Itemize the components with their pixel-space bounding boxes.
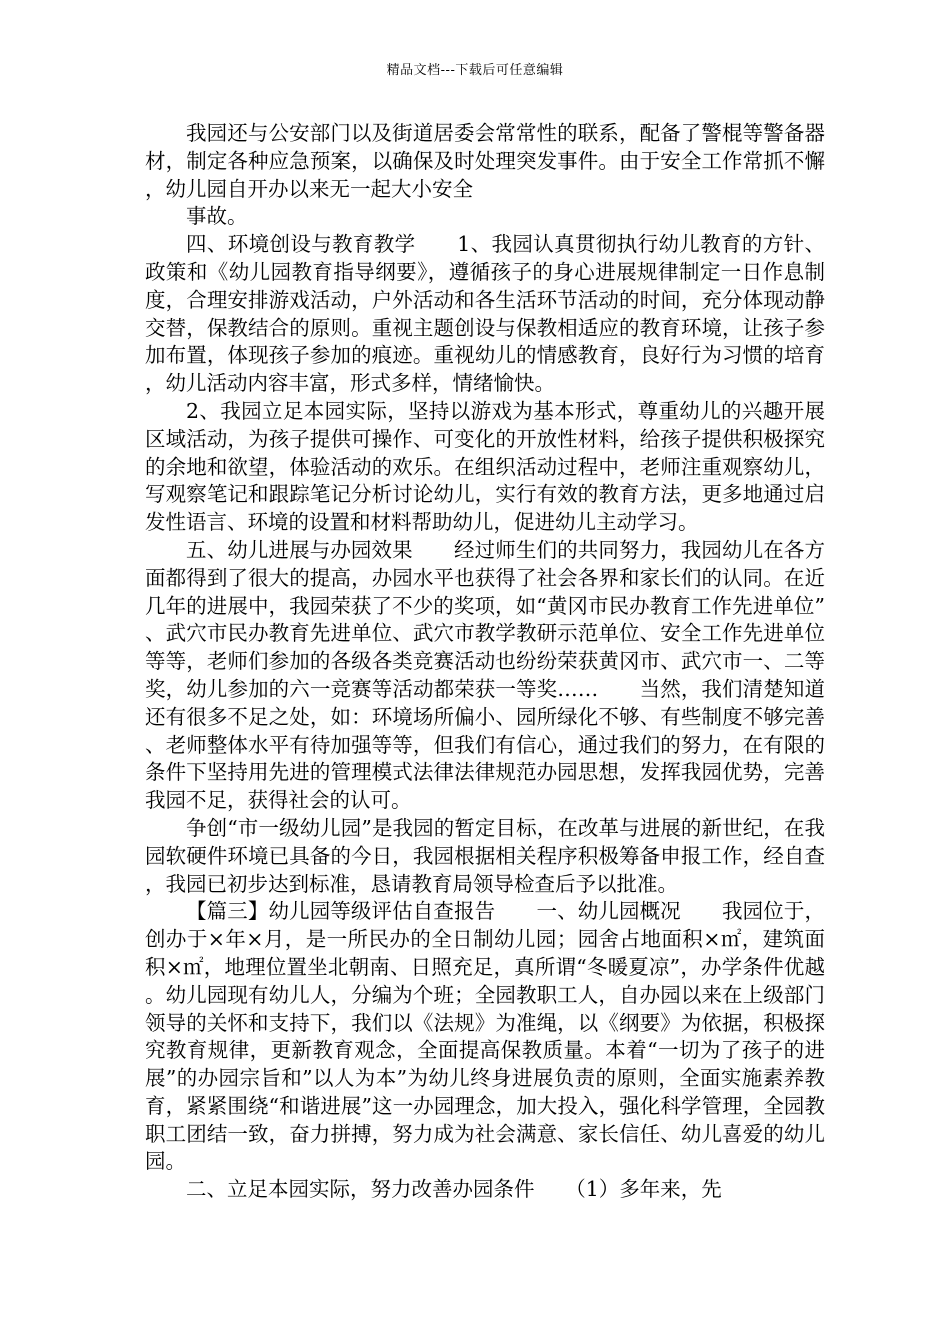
document-body — [145, 120, 825, 1204]
paragraph-development-results: 五、幼儿进展与办园效果 经过师生们的共同努力，我园幼儿在各方面都得到了很大的提高，办园水平也获得了社会各界和家长们的认同。在近几年的进展中，我园荣获了不少的奖项，如“黄冈市民办教育工作先进单位”、武穴市民办教育先进单位、武穴市教学教研示范单位、安全工作先进单位等等，老师们参加的各级各类竞赛活动也纷纷荣获黄冈市、武穴市一、二等奖，幼儿参加的六一竞赛等活动都荣获一等奖…… 当然，我们清楚知道还有很多不足之处，如：环境场所偏小、园所绿化不够、有些制度不够完善、老师整体水平有待加强等等，但我们有信心，通过我们的努力，在有限的条件下坚持用先进的管理模式法律法律规范办园思想，发挥我园优势，完善我园不足，获得社会的认可。 — [145, 537, 825, 813]
paragraph-environment: 四、环境创设与教育教学 1、我园认真贯彻执行幼儿教育的方针、政策和《幼儿园教育指导纲要》，遵循孩子的身心进展规律制定一日作息制度，合理安排游戏活动，户外活动和各生活环节活动的时间，充分体现动静交替，保教结合的原则。重视主题创设与保教相适应的教育环境，让孩子参加布置，体现孩子参加的痕迹。重视幼儿的情感教育，良好行为习惯的培育，幼儿活动内容丰富，形式多样，情绪愉快。 — [145, 232, 825, 396]
paragraph-part-three: 【篇三】幼儿园等级评估自查报告 一、幼儿园概况 我园位于，创办于×年×月，是一所民办的全日制幼儿园；园舍占地面积×㎡，建筑面积×㎡，地理位置坐北朝南、日照充足，真所谓“冬暖夏凉”，办学条件优越。幼儿园现有幼儿人，分编为个班；全园教职工人，自办园以来在上级部门领导的关怀和支持下，我们以《法规》为准绳，以《纲要》为依据，积极探究教育规律，更新教育观念，全面提高保教质量。本着“一切为了孩子的进展”的办园宗旨和”以人为本”为幼儿终身进展负责的原则，全面实施素养教育，紧紧围绕“和谐进展”这一办园理念，加大投入，强化科学管理，全园教职工团结一致，奋力拼搏，努力成为社会满意、家长信任、幼儿喜爱的幼儿园。 — [145, 899, 825, 1174]
paragraph-section-two: 二、立足本园实际，努力改善办园条件 （1）多年来，先 — [186, 1177, 722, 1202]
paragraph-goal: 争创“市一级幼儿园”是我园的暂定目标，在改革与进展的新世纪，在我园软硬件环境已具备的今日，我园根据相关程序积极筹备申报工作，经自查，我园已初步达到标准，恳请教育局领导检查后予以批准。 — [145, 815, 825, 896]
paragraph-safety: 我园还与公安部门以及街道居委会常常性的联系，配备了警棍等警备器材，制定各种应急预案，以确保及时处理突发事件。由于安全工作常抓不懈，幼儿园自开办以来无一起大小安全 — [145, 121, 825, 201]
paragraph-play-activities: 2、我园立足本园实际，坚持以游戏为基本形式，尊重幼儿的兴趣开展区域活动，为孩子提供可操作、可变化的开放性材料，给孩子提供积极探究的余地和欲望，体验活动的欢乐。在组织活动过程中，老师注重观察幼儿，写观察笔记和跟踪笔记分析讨论幼儿，实行有效的教育方法，更多地通过启发性语言、环境的设置和材料帮助幼儿，促进幼儿主动学习。 — [145, 398, 825, 535]
page-header: 精品文档---下载后可任意编辑 — [386, 63, 564, 78]
paragraph-accident: 事故。 — [186, 204, 248, 229]
